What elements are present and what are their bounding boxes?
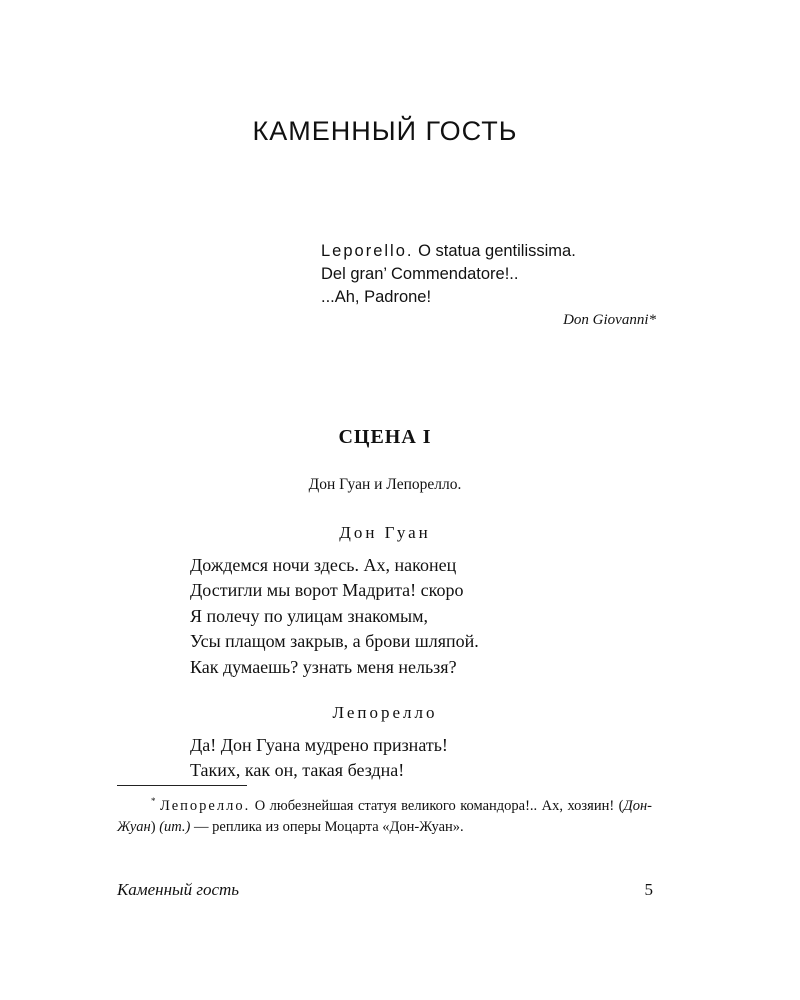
- speaker-name: Лепорелло: [332, 703, 438, 722]
- footnote-text: — реплика из оперы Моцарта «Дон-Жуан».: [190, 818, 464, 835]
- verse-line: Таких, как он, такая бездна!: [190, 760, 405, 781]
- epigraph-line-1: [321, 240, 656, 263]
- epigraph-source: Don Giovanni*: [563, 312, 656, 328]
- stage-direction: Дон Гуан и Лепорелло.: [308, 476, 462, 493]
- page-number: 5: [644, 880, 653, 899]
- epigraph: [321, 240, 656, 332]
- epigraph-line-2: Del gran’ Commendatore!..: [321, 265, 519, 283]
- verse-block: [190, 733, 670, 784]
- verse-block: [190, 553, 670, 680]
- footnote-italic: (ит.): [159, 818, 191, 835]
- verse-line: Достигли мы ворот Мадрита! скоро: [190, 580, 464, 601]
- verse-line: Я полечу по улицам знакомым,: [190, 605, 429, 626]
- verse-line: Да! Дон Гуана мудрено признать!: [190, 735, 448, 755]
- running-title: Каменный гость: [117, 880, 240, 899]
- footnote: [117, 791, 652, 838]
- footnote-divider: [117, 785, 247, 786]
- verse-line: Дождемся ночи здесь. Ах, наконец: [190, 555, 457, 575]
- epigraph-line-1-text: O statua gentilissima.: [413, 242, 576, 260]
- footnote-italic: Дон-Жуан: [117, 797, 652, 835]
- verse-line: Как думаешь? узнать меня нельзя?: [190, 656, 457, 677]
- epigraph-line-3: ...Ah, Padrone!: [321, 288, 432, 306]
- verse-line: Усы плащом закрыв, а брови шляпой.: [190, 631, 479, 652]
- footnote-text: О любезнейшая статуя великого командора!.. Ах, хозяин! (: [250, 797, 624, 814]
- play-title: КАМЕННЫЙ ГОСТЬ: [252, 116, 518, 146]
- footnote-mark: *: [151, 796, 156, 806]
- speaker-name: Дон Гуан: [339, 523, 431, 542]
- footnote-text: ): [150, 818, 160, 835]
- scene-title: СЦЕНА I: [338, 426, 432, 448]
- footnote-speaker: Лепорелло.: [159, 797, 251, 814]
- epigraph-speaker: Leporello.: [321, 242, 414, 260]
